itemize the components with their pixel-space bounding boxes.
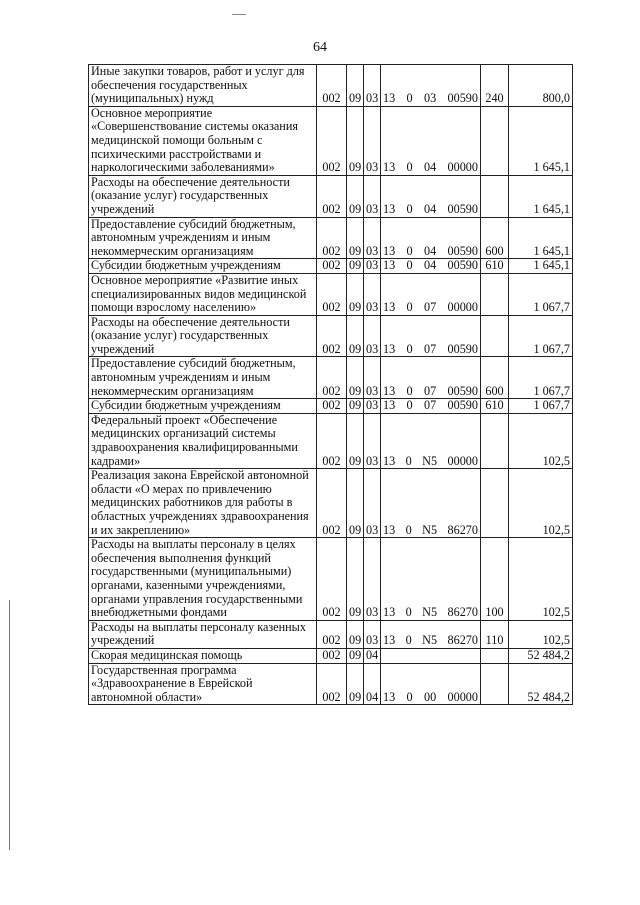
row-name: Субсидии бюджетным учреждениям bbox=[89, 399, 317, 414]
row-amount: 1 645,1 bbox=[509, 175, 573, 217]
row-subsection-code: 03 bbox=[364, 106, 381, 175]
table-row bbox=[89, 648, 573, 663]
table-row bbox=[89, 65, 573, 107]
row-amount: 52 484,2 bbox=[509, 648, 573, 663]
target-code-part: 13 bbox=[383, 91, 396, 106]
row-section-code: 09 bbox=[347, 273, 364, 315]
row-name: Государственная программа «Здравоохранение в Еврейской автономной области» bbox=[89, 663, 317, 705]
row-expense-type-code bbox=[481, 413, 509, 468]
target-code-part: 07 bbox=[423, 300, 437, 315]
target-code-part: 00590 bbox=[447, 258, 478, 273]
row-expense-type-code: 610 bbox=[481, 259, 509, 274]
target-code-part: 04 bbox=[423, 243, 437, 258]
target-code-part: 13 bbox=[383, 633, 396, 648]
row-amount: 1 645,1 bbox=[509, 259, 573, 274]
target-code-part: 00000 bbox=[447, 300, 478, 315]
target-code-part: 04 bbox=[423, 258, 437, 273]
row-ved-code: 002 bbox=[317, 648, 347, 663]
row-subsection-code: 03 bbox=[364, 315, 381, 357]
target-code-part: 07 bbox=[423, 341, 437, 356]
row-amount: 1 067,7 bbox=[509, 399, 573, 414]
row-subsection-code: 04 bbox=[364, 663, 381, 705]
row-target-code bbox=[381, 259, 481, 274]
row-ved-code: 002 bbox=[317, 217, 347, 259]
target-code-part: 13 bbox=[383, 341, 396, 356]
row-ved-code: 002 bbox=[317, 620, 347, 648]
row-section-code: 09 bbox=[347, 538, 364, 621]
target-code-part: 07 bbox=[423, 398, 437, 413]
table-row bbox=[89, 217, 573, 259]
table-body bbox=[89, 65, 573, 705]
target-code-part: 0 bbox=[405, 522, 412, 537]
row-section-code: 09 bbox=[347, 648, 364, 663]
row-amount: 1 645,1 bbox=[509, 106, 573, 175]
table-row bbox=[89, 469, 573, 538]
target-code-part: 13 bbox=[383, 201, 396, 216]
row-amount: 1 067,7 bbox=[509, 315, 573, 357]
target-code-part: 0 bbox=[405, 453, 412, 468]
target-code-part: 00000 bbox=[447, 453, 478, 468]
target-code-part: 13 bbox=[383, 605, 396, 620]
row-ved-code: 002 bbox=[317, 106, 347, 175]
row-expense-type-code bbox=[481, 273, 509, 315]
row-subsection-code: 03 bbox=[364, 65, 381, 107]
target-code-part: 13 bbox=[383, 522, 396, 537]
target-code-part: 13 bbox=[383, 160, 396, 175]
scan-mark bbox=[232, 14, 246, 15]
row-subsection-code: 03 bbox=[364, 399, 381, 414]
row-expense-type-code: 110 bbox=[481, 620, 509, 648]
target-code-part: 13 bbox=[383, 383, 396, 398]
row-name: Предоставление субсидий бюджетным, автономным учреждениям и иным некоммерческим организациям bbox=[89, 357, 317, 399]
row-subsection-code: 04 bbox=[364, 648, 381, 663]
row-ved-code: 002 bbox=[317, 273, 347, 315]
row-target-code bbox=[381, 620, 481, 648]
table-row bbox=[89, 259, 573, 274]
target-code-part: 13 bbox=[383, 453, 396, 468]
row-ved-code: 002 bbox=[317, 315, 347, 357]
table-row bbox=[89, 620, 573, 648]
target-code-part: 86270 bbox=[447, 522, 478, 537]
row-amount: 102,5 bbox=[509, 620, 573, 648]
row-expense-type-code bbox=[481, 175, 509, 217]
row-target-code bbox=[381, 538, 481, 621]
row-ved-code: 002 bbox=[317, 259, 347, 274]
target-code-part: 13 bbox=[383, 398, 396, 413]
row-target-code bbox=[381, 469, 481, 538]
row-amount: 102,5 bbox=[509, 413, 573, 468]
table-row bbox=[89, 663, 573, 705]
row-amount: 1 067,7 bbox=[509, 273, 573, 315]
row-ved-code: 002 bbox=[317, 399, 347, 414]
row-subsection-code: 03 bbox=[364, 357, 381, 399]
row-target-code bbox=[381, 399, 481, 414]
row-name: Иные закупки товаров, работ и услуг для обеспечения государственных (муниципальных) нужд bbox=[89, 65, 317, 107]
row-name: Скорая медицинская помощь bbox=[89, 648, 317, 663]
row-target-code bbox=[381, 175, 481, 217]
target-code-part: N5 bbox=[422, 605, 438, 620]
row-subsection-code: 03 bbox=[364, 175, 381, 217]
target-code-part: 0 bbox=[406, 341, 413, 356]
row-amount: 102,5 bbox=[509, 538, 573, 621]
table-row bbox=[89, 315, 573, 357]
row-subsection-code: 03 bbox=[364, 217, 381, 259]
target-code-part: 00000 bbox=[447, 160, 478, 175]
row-amount: 800,0 bbox=[509, 65, 573, 107]
target-code-part: 00590 bbox=[447, 383, 478, 398]
target-code-part: 0 bbox=[406, 258, 413, 273]
target-code-part: 00590 bbox=[447, 398, 478, 413]
row-ved-code: 002 bbox=[317, 663, 347, 705]
row-section-code: 09 bbox=[347, 399, 364, 414]
row-ved-code: 002 bbox=[317, 65, 347, 107]
table-row bbox=[89, 413, 573, 468]
row-ved-code: 002 bbox=[317, 175, 347, 217]
target-code-part: 86270 bbox=[447, 605, 478, 620]
row-target-code bbox=[381, 217, 481, 259]
margin-line bbox=[9, 600, 10, 850]
row-name: Расходы на обеспечение деятельности (оказание услуг) государственных учреждений bbox=[89, 175, 317, 217]
target-code-part: 00590 bbox=[447, 91, 478, 106]
target-code-part: 0 bbox=[406, 383, 413, 398]
table-row bbox=[89, 538, 573, 621]
page-number: 64 bbox=[313, 40, 327, 55]
row-section-code: 09 bbox=[347, 175, 364, 217]
target-code-part: 86270 bbox=[447, 633, 478, 648]
row-expense-type-code: 100 bbox=[481, 538, 509, 621]
row-subsection-code: 03 bbox=[364, 259, 381, 274]
target-code-part: 0 bbox=[405, 633, 412, 648]
row-expense-type-code: 600 bbox=[481, 357, 509, 399]
table-row bbox=[89, 399, 573, 414]
target-code-part: 13 bbox=[383, 300, 396, 315]
row-section-code: 09 bbox=[347, 315, 364, 357]
row-target-code bbox=[381, 65, 481, 107]
row-section-code: 09 bbox=[347, 259, 364, 274]
target-code-part: 03 bbox=[423, 91, 437, 106]
row-target-code bbox=[381, 315, 481, 357]
row-target-code bbox=[381, 663, 481, 705]
row-name: Основное мероприятие «Развитие иных специализированных видов медицинской помощи взрослому населению» bbox=[89, 273, 317, 315]
row-name: Расходы на выплаты персоналу казенных учреждений bbox=[89, 620, 317, 648]
row-target-code bbox=[381, 413, 481, 468]
target-code-part: 13 bbox=[383, 258, 396, 273]
target-code-part: 0 bbox=[406, 689, 413, 704]
target-code-part: 00000 bbox=[447, 689, 478, 704]
row-subsection-code: 03 bbox=[364, 538, 381, 621]
target-code-part: 0 bbox=[406, 91, 413, 106]
row-amount: 1 645,1 bbox=[509, 217, 573, 259]
row-name: Реализация закона Еврейской автономной области «О мерах по привлечению медицинских работников для работы в областных учреждениях здравоохранения и их закреплению» bbox=[89, 469, 317, 538]
row-name: Субсидии бюджетным учреждениям bbox=[89, 259, 317, 274]
row-expense-type-code bbox=[481, 648, 509, 663]
target-code-part: 07 bbox=[423, 383, 437, 398]
row-expense-type-code bbox=[481, 469, 509, 538]
row-amount: 102,5 bbox=[509, 469, 573, 538]
row-target-code bbox=[381, 106, 481, 175]
row-section-code: 09 bbox=[347, 469, 364, 538]
row-name: Федеральный проект «Обеспечение медицинских организаций системы здравоохранения квалифицированными кадрами» bbox=[89, 413, 317, 468]
target-code-part: 13 bbox=[383, 689, 396, 704]
budget-table bbox=[88, 64, 573, 705]
row-amount: 1 067,7 bbox=[509, 357, 573, 399]
target-code-part: 00590 bbox=[447, 201, 478, 216]
row-name: Расходы на обеспечение деятельности (оказание услуг) государственных учреждений bbox=[89, 315, 317, 357]
target-code-part: 04 bbox=[423, 201, 437, 216]
row-section-code: 09 bbox=[347, 357, 364, 399]
target-code-part: 0 bbox=[406, 201, 413, 216]
row-expense-type-code bbox=[481, 663, 509, 705]
target-code-part: 0 bbox=[406, 243, 413, 258]
row-target-code bbox=[381, 357, 481, 399]
target-code-part: 00590 bbox=[447, 243, 478, 258]
target-code-part: 04 bbox=[423, 160, 437, 175]
table-row bbox=[89, 273, 573, 315]
row-ved-code: 002 bbox=[317, 413, 347, 468]
row-target-code bbox=[381, 273, 481, 315]
target-code-part: 0 bbox=[406, 398, 413, 413]
row-expense-type-code bbox=[481, 315, 509, 357]
target-code-part: 0 bbox=[405, 605, 412, 620]
row-name: Основное мероприятие «Совершенствование системы оказания медицинской помощи больным с психическими расстройствами и наркологическими заболеваниями» bbox=[89, 106, 317, 175]
row-ved-code: 002 bbox=[317, 469, 347, 538]
target-code-part: 00 bbox=[423, 689, 437, 704]
row-section-code: 09 bbox=[347, 217, 364, 259]
row-subsection-code: 03 bbox=[364, 413, 381, 468]
target-code-part: N5 bbox=[422, 522, 438, 537]
row-section-code: 09 bbox=[347, 65, 364, 107]
row-section-code: 09 bbox=[347, 663, 364, 705]
row-amount: 52 484,2 bbox=[509, 663, 573, 705]
row-expense-type-code: 600 bbox=[481, 217, 509, 259]
row-section-code: 09 bbox=[347, 106, 364, 175]
target-code-part: 0 bbox=[406, 160, 413, 175]
row-section-code: 09 bbox=[347, 620, 364, 648]
row-subsection-code: 03 bbox=[364, 273, 381, 315]
row-name: Расходы на выплаты персоналу в целях обеспечения выполнения функций государственными (муниципальными) органами, казенными учреждениями, органами управления государственными внебюджетными фондами bbox=[89, 538, 317, 621]
table-row bbox=[89, 357, 573, 399]
row-expense-type-code: 610 bbox=[481, 399, 509, 414]
target-code-part: N5 bbox=[422, 633, 438, 648]
row-ved-code: 002 bbox=[317, 538, 347, 621]
row-ved-code: 002 bbox=[317, 357, 347, 399]
table-row bbox=[89, 106, 573, 175]
target-code-part: 13 bbox=[383, 243, 396, 258]
row-subsection-code: 03 bbox=[364, 620, 381, 648]
target-code-part: 0 bbox=[406, 300, 413, 315]
table-row bbox=[89, 175, 573, 217]
row-target-code bbox=[381, 648, 481, 663]
target-code-part: N5 bbox=[422, 453, 438, 468]
row-expense-type-code: 240 bbox=[481, 65, 509, 107]
row-section-code: 09 bbox=[347, 413, 364, 468]
row-name: Предоставление субсидий бюджетным, автономным учреждениям и иным некоммерческим организациям bbox=[89, 217, 317, 259]
target-code-part: 00590 bbox=[447, 341, 478, 356]
row-expense-type-code bbox=[481, 106, 509, 175]
row-subsection-code: 03 bbox=[364, 469, 381, 538]
